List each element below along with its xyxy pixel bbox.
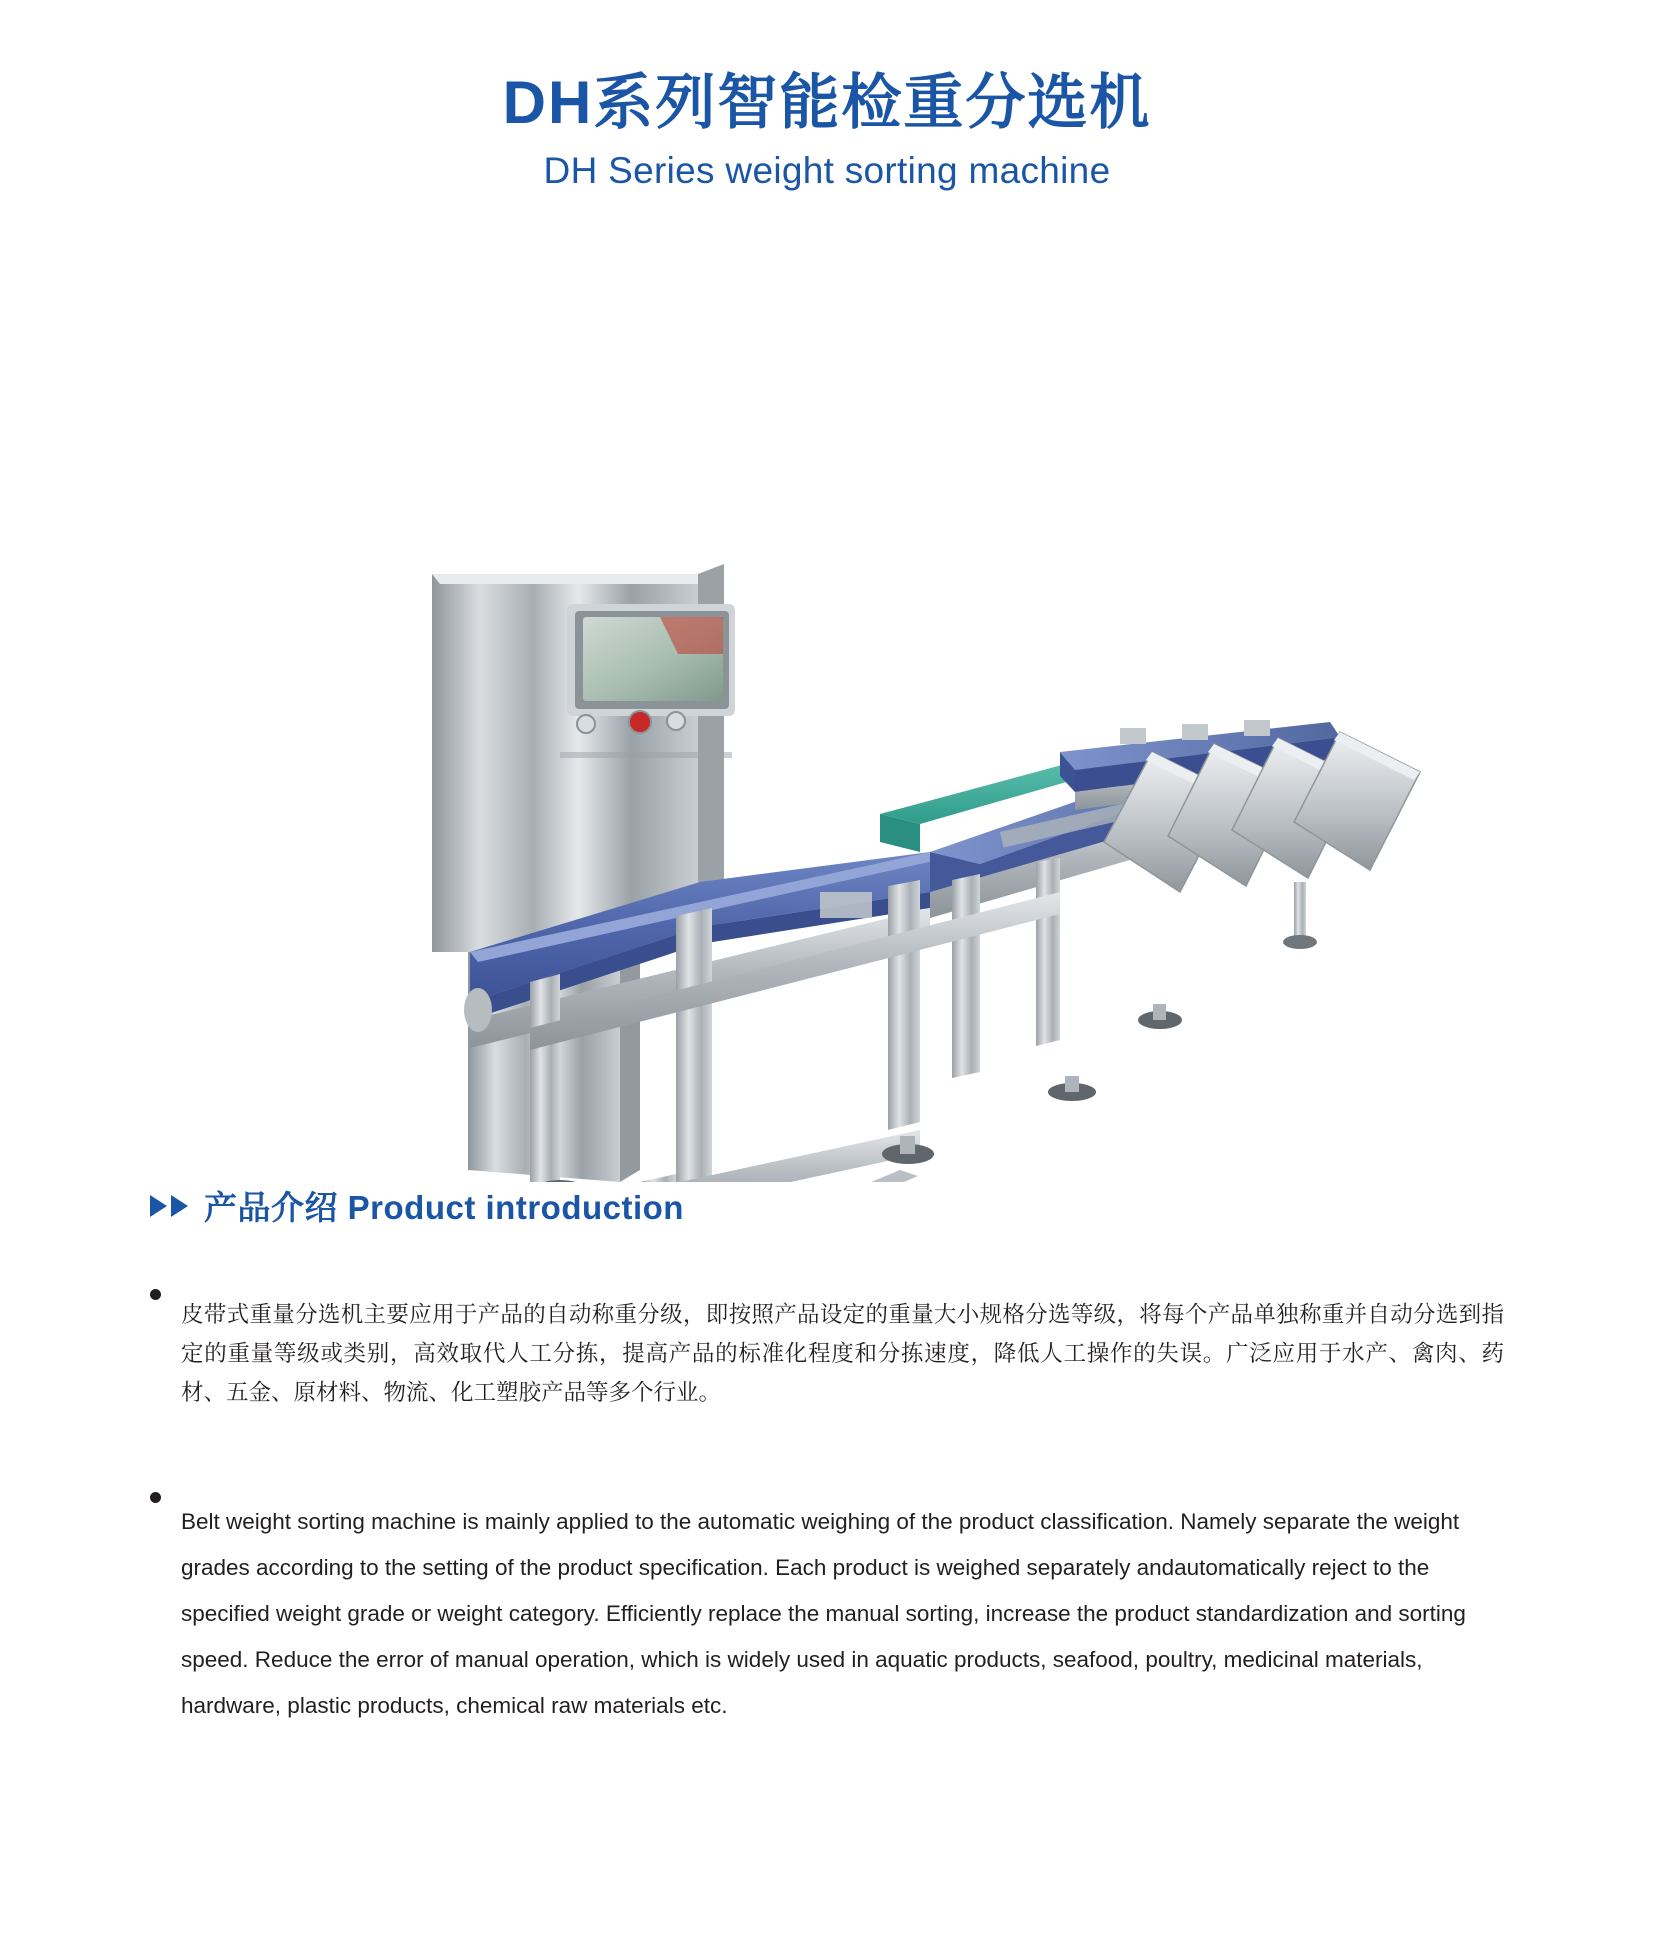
product-image (0, 192, 1654, 1182)
page-title-en: DH Series weight sorting machine (543, 150, 1111, 191)
bullet-icon (150, 1492, 161, 1503)
double-arrow-icon (150, 1195, 188, 1217)
paragraph-text-en: Belt weight sorting machine is mainly applied to the automatic weighing of the product classification. Namely separate the weight grades according to the setting of the product specification. Each product is weighed separately andautomatically reject to the specified weight grade or weight category. Efficiently replace the manual sorting, increase the product standardization and sorting speed. Reduce the error of manual operation, which is widely used in aquatic products, seafood, poultry, medicinal materials, hardware, plastic products, chemical raw materials etc. (181, 1508, 1466, 1719)
weight-sorting-machine-illustration (0, 192, 1654, 1182)
paragraph-item-cn (150, 1273, 1504, 1436)
paragraph-text-cn: 皮带式重量分选机主要应用于产品的自动称重分级，即按照产品设定的重量大小规格分选等级，将每个产品单独称重并自动分选到指定的重量等级或类别，高效取代人工分拣，提高产品的标准化程度和分拣速度，降低人工操作的失误。广泛应用于水产、禽肉、药材、五金、原材料、物流、化工塑胶产品等多个行业。 (181, 1301, 1504, 1407)
section-title: 产品介绍 Product introduction (204, 1189, 684, 1226)
page-header (0, 0, 1654, 192)
page-title-cn: DH系列智能检重分选机 (502, 69, 1152, 136)
section-heading (150, 1182, 1654, 1229)
bullet-icon (150, 1289, 161, 1300)
paragraph-item-en (150, 1476, 1504, 1752)
product-introduction-content (150, 1273, 1504, 1752)
